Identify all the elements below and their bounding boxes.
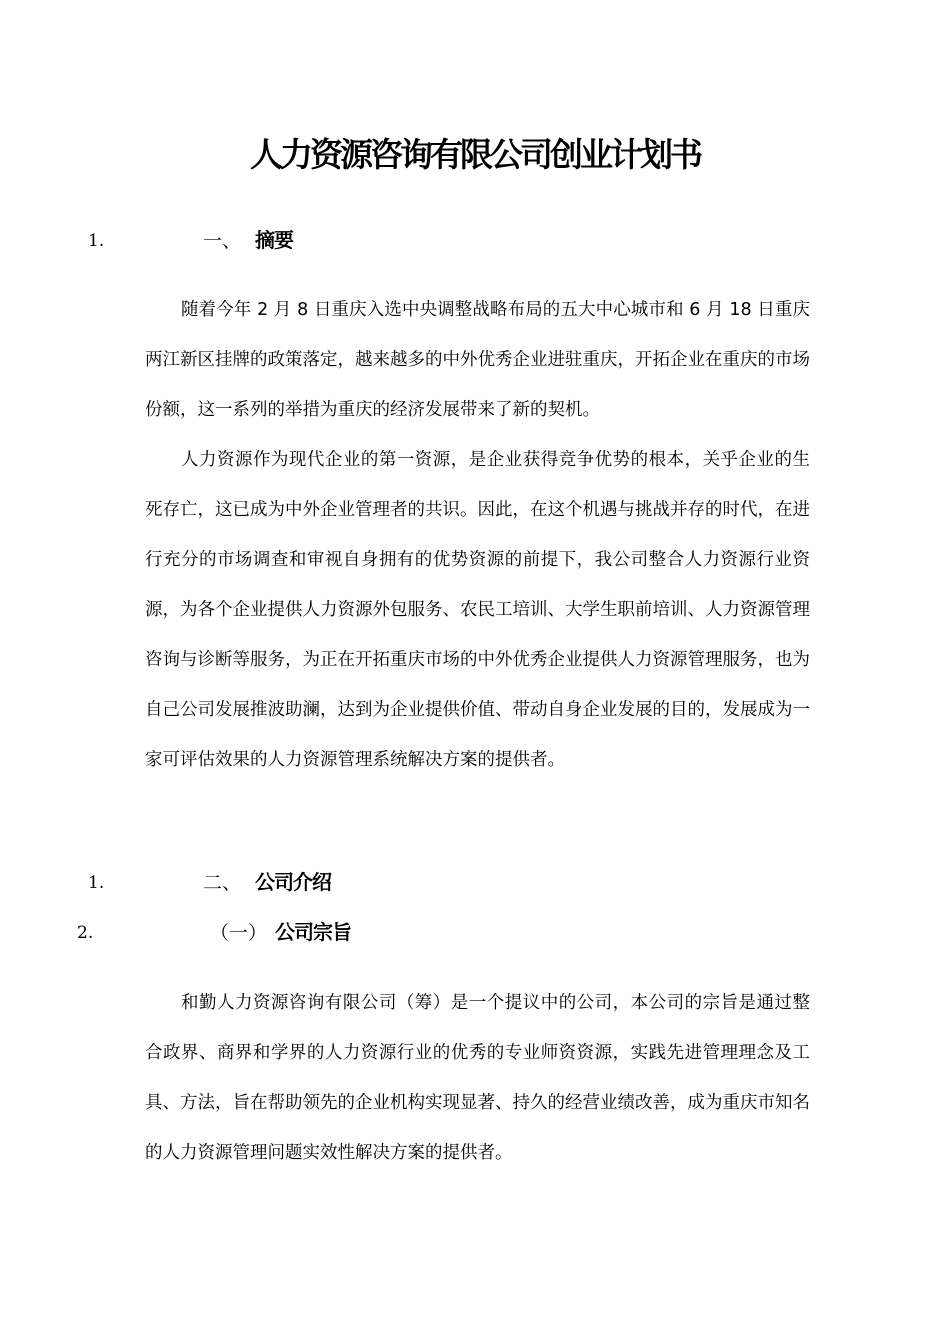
section-heading-abstract bbox=[203, 226, 293, 255]
section-heading-text: 摘要 bbox=[255, 228, 294, 252]
document-title: 人力资源咨询有限公司创业计划书 bbox=[250, 135, 700, 174]
subsection-heading-text: 公司宗旨 bbox=[275, 920, 352, 944]
subsection-heading-company-purpose bbox=[210, 918, 351, 947]
section-marker: 二、 bbox=[203, 872, 242, 894]
section-heading-text: 公司介绍 bbox=[255, 870, 332, 894]
section-number: 1. bbox=[88, 231, 105, 251]
paragraph: 和勤人力资源咨询有限公司（筹）是一个提议中的公司，本公司的宗旨是通过整合政界、商界和学界的人力资源行业的优秀的专业师资资源，实践先进管理理念及工具、方法，旨在帮助领先的企业机构实现显著、持久的经营业绩改善，成为重庆市知名的人力资源管理问题实效性解决方案的提供者。 bbox=[145, 993, 810, 1163]
section-marker: 一、 bbox=[203, 230, 242, 252]
section-heading-company-intro bbox=[203, 868, 331, 897]
paragraph: 人力资源作为现代企业的第一资源，是企业获得竞争优势的根本，关乎企业的生死存亡，这已成为中外企业管理者的共识。因此，在这个机遇与挑战并存的时代，在进行充分的市场调查和审视自身拥有的优势资源的前提下，我公司整合人力资源行业资源，为各个企业提供人力资源外包服务、农民工培训、大学生职前培训、人力资源管理咨询与诊断等服务，为正在开拓重庆市场的中外优秀企业提供人力资源管理服务，也为自己公司发展推波助澜，达到为企业提供价值、带动自身企业发展的目的，发展成为一家可评估效果的人力资源管理系统解决方案的提供者。 bbox=[145, 450, 810, 770]
paragraph: 随着今年 2 月 8 日重庆入选中央调整战略布局的五大中心城市和 6 月 18 日重庆两江新区挂牌的政策落定，越来越多的中外优秀企业进驻重庆，开拓企业在重庆的市场份额，这一系列的举措为重庆的经济发展带来了新的契机。 bbox=[145, 300, 810, 420]
subsection-marker: （一） bbox=[210, 922, 268, 944]
subsection-number: 2. bbox=[77, 923, 94, 943]
section-number: 1. bbox=[88, 873, 105, 893]
